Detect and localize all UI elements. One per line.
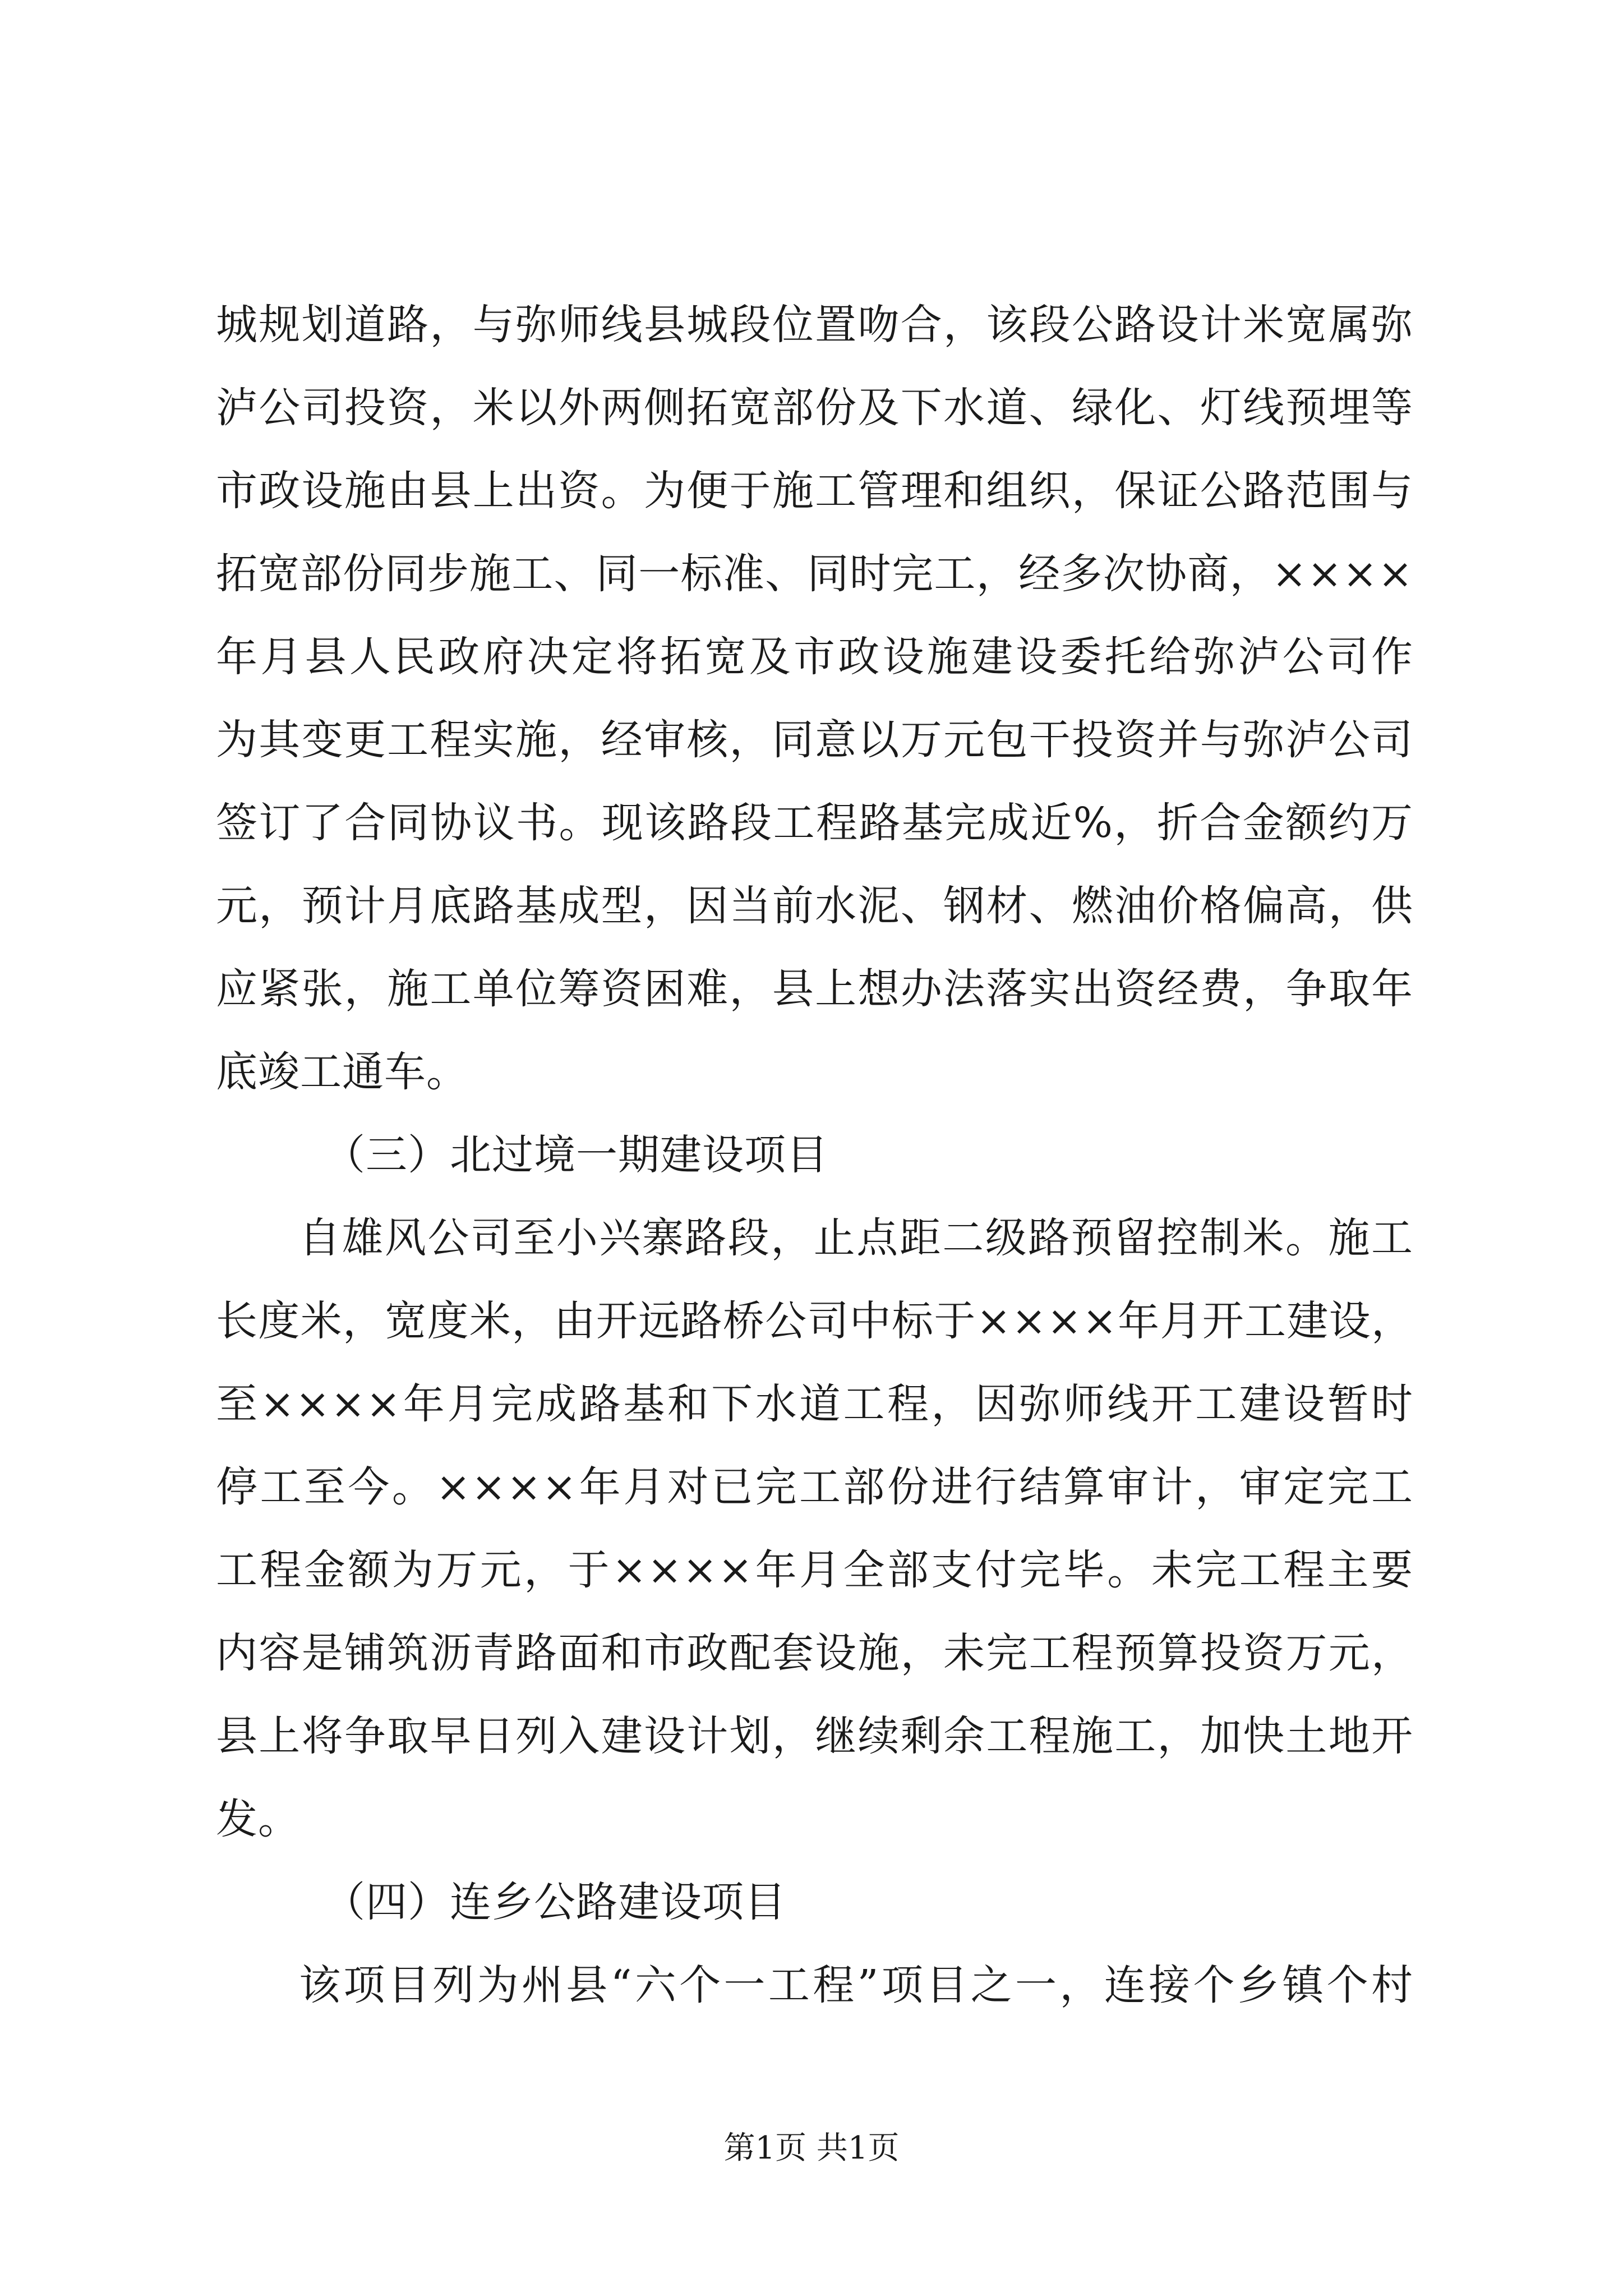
body-line-6: 为其变更工程实施，经审核，同意以万元包干投资并与弥泸公司 — [216, 716, 1413, 764]
body-line-18: 县上将争取早日列入建设计划，继续剩余工程施工，加快土地开 — [216, 1712, 1413, 1760]
body-line-3: 市政设施由县上出资。为便于施工管理和组织，保证公路范围与 — [216, 467, 1413, 515]
body-line-21: 该项目列为州县“六个一工程”项目之一，连接个乡镇个村 — [299, 1961, 1413, 2009]
body-line-9: 应紧张，施工单位筹资困难，县上想办法落实出资经费，争取年 — [216, 965, 1413, 1013]
section-heading-4: （四）连乡公路建设项目 — [324, 1878, 786, 1926]
body-line-10: 底竣工通车。 — [216, 1048, 468, 1096]
body-line-8: 元，预计月底路基成型，因当前水泥、钢材、燃油价格偏高，供 — [216, 882, 1413, 930]
body-line-17: 内容是铺筑沥青路面和市政配套设施，未完工程预算投资万元， — [216, 1629, 1413, 1677]
body-line-12: 自雄风公司至小兴寨路段，止点距二级路预留控制米。施工 — [299, 1214, 1413, 1262]
body-line-19: 发。 — [216, 1795, 300, 1843]
body-line-1: 城规划道路，与弥师线县城段位置吻合，该段公路设计米宽属弥 — [216, 301, 1413, 349]
section-heading-3: （三）北过境一期建设项目 — [324, 1131, 828, 1179]
body-line-2: 泸公司投资，米以外两侧拓宽部份及下水道、绿化、灯线预埋等 — [216, 384, 1413, 432]
body-line-14: 至××××年月完成路基和下水道工程，因弥师线开工建设暂时 — [216, 1380, 1413, 1428]
body-line-7: 签订了合同协议书。现该路段工程路基完成近%，折合金额约万 — [216, 799, 1413, 847]
body-line-16: 工程金额为万元，于××××年月全部支付完毕。未完工程主要 — [216, 1546, 1413, 1594]
body-line-15: 停工至今。××××年月对已完工部份进行结算审计，审定完工 — [216, 1463, 1413, 1511]
document-body — [216, 283, 1413, 2027]
body-line-13: 长度米，宽度米，由开远路桥公司中标于××××年月开工建设， — [216, 1297, 1413, 1345]
body-line-4: 拓宽部份同步施工、同一标准、同时完工，经多次协商，×××× — [216, 550, 1413, 598]
page-footer: 第1页 共1页 — [723, 2130, 900, 2166]
body-line-5: 年月县人民政府决定将拓宽及市政设施建设委托给弥泸公司作 — [216, 633, 1413, 681]
